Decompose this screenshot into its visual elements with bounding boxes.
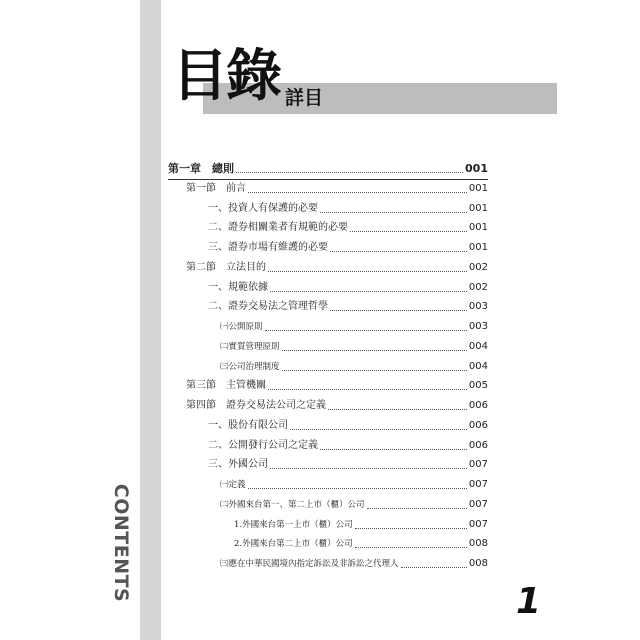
toc-dot-leader [268,389,467,390]
toc-entry-label: ㈠公開原則 [220,322,263,332]
toc-entry-label: 第一章 總則 [168,162,234,175]
toc-dot-leader [248,488,467,489]
toc-entry [208,277,488,295]
toc-entry [208,217,488,235]
toc-entry-label: 二、證券交易法之管理哲學 [208,301,328,313]
toc-entry-page: 003 [468,321,488,332]
toc-dot-leader [320,212,467,213]
page-number: 1 [516,581,542,622]
side-strip [140,0,161,640]
toc-entry-label: ㈠定義 [220,480,246,490]
toc-dot-leader [328,409,467,410]
toc-entry [208,296,488,314]
toc-dot-leader [270,291,467,292]
toc-entry-label: 二、證券相關業者有規範的必要 [208,222,348,234]
toc-entry-label: ㈡外國來台第一、第二上市（櫃）公司 [220,499,365,510]
toc-entry [186,257,488,275]
toc-dot-leader [350,231,467,232]
toc-entry-label: 第三節 主管機關 [186,380,266,392]
toc-dot-leader [270,468,467,469]
toc-entry-page: 001 [468,182,488,194]
toc-entry [220,356,488,374]
toc-entry [220,336,488,354]
toc-entry [208,435,488,453]
toc-entry-label: ㈢公司治理制度 [220,361,280,372]
toc-entry [208,198,488,216]
toc-dot-leader [367,508,467,509]
toc-entry [220,553,488,571]
side-label [108,483,134,603]
toc-entry-label: 三、證券市場有維護的必要 [208,242,328,253]
toc-entry-page: 006 [468,439,488,451]
toc-entry-page: 001 [468,222,488,234]
toc-entry [168,158,488,176]
toc-entry-label: 第二節 立法目的 [186,261,266,273]
title-main: 目錄 [172,43,280,109]
toc-entry-page: 004 [468,360,488,372]
toc-dot-leader [330,310,467,311]
toc-entry-label: 第一節 前言 [186,182,246,194]
toc-entry-page: 007 [468,459,488,471]
toc-entry-page: 001 [468,202,488,214]
toc-entry-page: 004 [468,340,488,352]
toc-entry-page: 001 [468,242,488,253]
toc-entry-label: 第四節 證券交易法公司之定義 [186,400,326,411]
toc-entry [220,474,488,492]
toc-dot-leader [330,251,467,252]
toc-entry-page: 007 [468,479,488,490]
toc-entry [234,533,488,551]
toc-entry-page: 008 [468,538,488,550]
toc-entry-label: 一、股份有限公司 [208,419,288,431]
toc-dot-leader [268,271,467,272]
toc-entry-page: 001 [465,162,488,175]
toc-entry [186,375,488,393]
title-sub: 詳目 [285,87,324,109]
toc-entry-page: 007 [468,498,488,510]
toc-entry-label: ㈢應在中華民國境內指定訴訟及非訴訟之代理人 [220,559,399,569]
toc-entry-page: 006 [468,400,488,411]
toc-dot-leader [282,350,467,351]
toc-entry-page: 002 [468,281,488,293]
toc-dot-leader [320,449,467,450]
toc-dot-leader [236,172,463,173]
toc-entry [220,494,488,512]
toc-dot-leader [401,567,467,568]
toc-entry-label: 2.外國來台第二上市（櫃）公司 [234,539,353,550]
toc-entry [208,415,488,433]
toc-entry-page: 008 [468,558,488,569]
toc-dot-leader [265,330,467,331]
toc-entry-label: ㈡實質管理原則 [220,341,280,352]
toc-entry [208,454,488,472]
toc-entry-label: 一、規範依據 [208,281,268,293]
toc-entry-page: 007 [468,518,488,530]
toc-dot-leader [282,370,467,371]
toc-entry-page: 002 [468,261,488,273]
toc-entry [186,395,488,413]
toc-entry [186,178,488,196]
toc-entry [208,237,488,255]
toc-entry-label: 1.外國來台第一上市（櫃）公司 [234,519,353,530]
toc-entry [234,514,488,532]
toc-entry-label: 三、外國公司 [208,459,268,471]
toc-entry-page: 006 [468,419,488,431]
toc-dot-leader [355,547,467,548]
toc-entry-page: 005 [468,380,488,392]
toc-dot-leader [248,192,467,193]
toc-entry [220,316,488,334]
toc-entry-label: 二、公開發行公司之定義 [208,439,318,451]
toc-entry-label: 一、投資人有保護的必要 [208,202,318,214]
side-label-text: CONTENTS [110,483,133,603]
toc-dot-leader [355,528,467,529]
toc-dot-leader [290,429,467,430]
toc-entry-page: 003 [468,301,488,313]
